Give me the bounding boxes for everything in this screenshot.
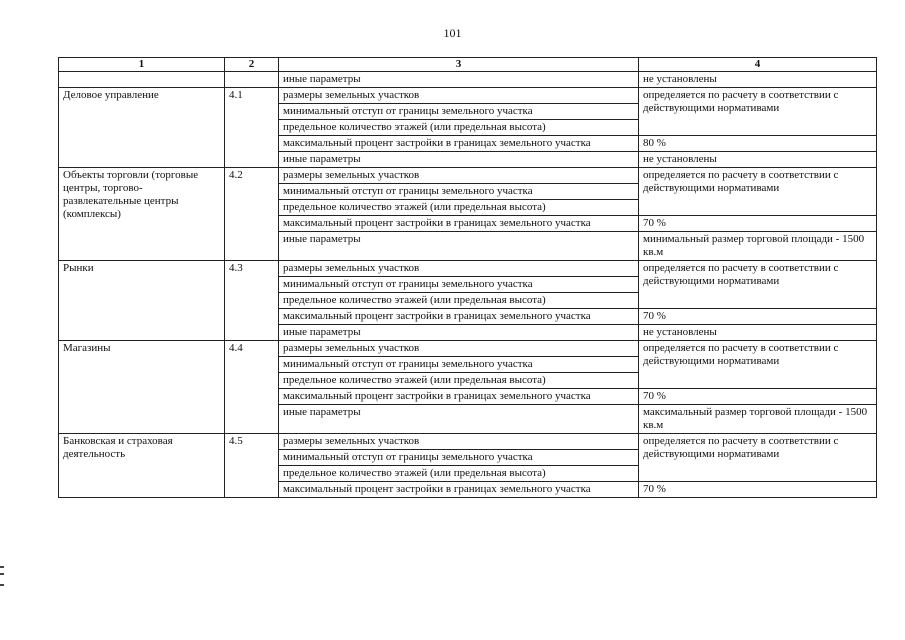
parameter-cell: предельное количество этажей (или предельная высота) [279,373,639,389]
header-row [59,58,877,72]
parameter-value-cell: максимальный размер торговой площади - 1500 кв.м [639,405,877,434]
parameter-value-cell: определяется по расчету в соответствии с действующими нормативами [639,341,877,389]
land-use-name-cell [59,72,225,88]
land-use-name-cell: Магазины [59,341,225,434]
parameter-value-cell: 80 % [639,136,877,152]
parameter-value-cell: 70 % [639,482,877,498]
land-use-code-cell: 4.5 [225,434,279,498]
parameter-value-cell: 70 % [639,389,877,405]
parameter-cell: максимальный процент застройки в границах земельного участка [279,482,639,498]
page-number: 101 [443,26,462,40]
parameter-cell: предельное количество этажей (или предельная высота) [279,293,639,309]
parameter-cell: размеры земельных участков [279,341,639,357]
parameter-value-cell: не установлены [639,325,877,341]
land-use-code-cell: 4.1 [225,88,279,168]
parameter-value-cell: не установлены [639,72,877,88]
land-use-name-cell: Банковская и страховая деятельность [59,434,225,498]
column-header-4: 4 [639,58,877,72]
column-header-2: 2 [225,58,279,72]
parameter-cell: предельное количество этажей (или предельная высота) [279,200,639,216]
table-row [59,72,877,88]
parameter-cell: максимальный процент застройки в границах земельного участка [279,309,639,325]
parameter-cell: размеры земельных участков [279,261,639,277]
parameter-cell: максимальный процент застройки в границах земельного участка [279,216,639,232]
land-use-name-cell: Деловое управление [59,88,225,168]
parameter-cell: размеры земельных участков [279,434,639,450]
parameter-cell: иные параметры [279,152,639,168]
column-header-1: 1 [59,58,225,72]
parameter-value-cell: определяется по расчету в соответствии с действующими нормативами [639,261,877,309]
parameter-cell: максимальный процент застройки в границах земельного участка [279,136,639,152]
parameter-cell: иные параметры [279,72,639,88]
land-use-name-cell: Объекты торговли (торговые центры, торгово-развлекательные центры (комплексы) [59,168,225,261]
table-body [59,72,877,498]
parameter-cell: иные параметры [279,232,639,261]
land-use-code-cell: 4.4 [225,341,279,434]
parameter-value-cell: минимальный размер торговой площади - 1500 кв.м [639,232,877,261]
parameter-value-cell: 70 % [639,309,877,325]
land-use-name-cell: Рынки [59,261,225,341]
parameter-cell: предельное количество этажей (или предельная высота) [279,466,639,482]
regulations-table [58,57,877,498]
land-use-code-cell: 4.2 [225,168,279,261]
column-header-3: 3 [279,58,639,72]
parameter-cell: предельное количество этажей (или предельная высота) [279,120,639,136]
parameter-cell: размеры земельных участков [279,88,639,104]
table-row [59,261,877,277]
table-row [59,434,877,450]
table-row [59,88,877,104]
table-row [59,341,877,357]
parameter-cell: минимальный отступ от границы земельного участка [279,450,639,466]
parameter-cell: минимальный отступ от границы земельного участка [279,104,639,120]
parameter-cell: минимальный отступ от границы земельного участка [279,357,639,373]
parameter-value-cell: определяется по расчету в соответствии с действующими нормативами [639,88,877,136]
table-row [59,168,877,184]
parameter-value-cell: 70 % [639,216,877,232]
parameter-cell: минимальный отступ от границы земельного участка [279,277,639,293]
parameter-value-cell: не установлены [639,152,877,168]
land-use-code-cell [225,72,279,88]
parameter-cell: размеры земельных участков [279,168,639,184]
parameter-value-cell: определяется по расчету в соответствии с действующими нормативами [639,168,877,216]
scan-margin-mark [0,566,4,586]
land-use-code-cell: 4.3 [225,261,279,341]
parameter-cell: иные параметры [279,325,639,341]
parameter-cell: максимальный процент застройки в границах земельного участка [279,389,639,405]
parameter-cell: минимальный отступ от границы земельного участка [279,184,639,200]
parameter-cell: иные параметры [279,405,639,434]
parameter-value-cell: определяется по расчету в соответствии с действующими нормативами [639,434,877,482]
